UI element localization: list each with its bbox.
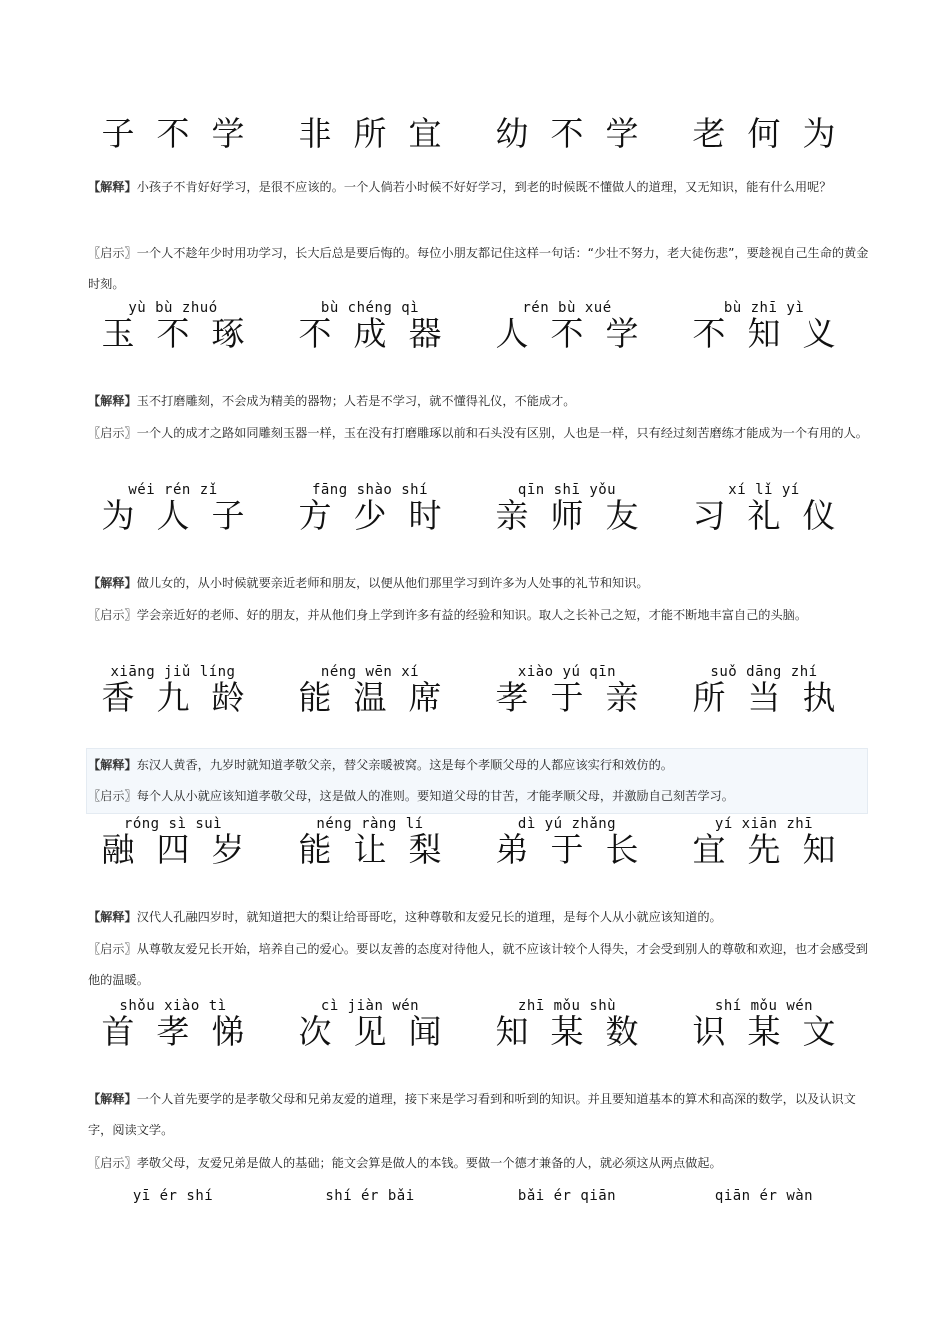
insight-label: 〖启示〗	[88, 942, 137, 956]
hanzi-char: 龄	[211, 678, 245, 717]
hanzi-char: 悌	[211, 1012, 245, 1051]
hanzi-char: 宜	[692, 830, 726, 869]
hanzi-char: 子	[211, 496, 245, 535]
insight-paragraph	[88, 600, 870, 631]
hanzi-char: 知	[747, 314, 781, 353]
hanzi-char: 数	[605, 1012, 639, 1051]
hanzi-char: 不	[156, 114, 190, 153]
hanzi-char: 学	[605, 314, 639, 353]
hanzi-char: 琢	[211, 314, 245, 353]
hanzi-char: 不	[550, 314, 584, 353]
insight-label: 〖启示〗	[88, 789, 137, 803]
hanzi-char: 次	[298, 1012, 332, 1051]
verse-phrase	[494, 100, 640, 152]
verse-row	[100, 300, 860, 352]
verse-phrase	[691, 482, 837, 534]
insight-label: 〖启示〗	[88, 426, 137, 440]
hanzi-line	[297, 496, 443, 536]
hanzi-char: 方	[298, 496, 332, 535]
insight-label: 〖启示〗	[88, 1156, 137, 1170]
hanzi-char: 人	[495, 314, 529, 353]
verse-phrase	[100, 482, 246, 534]
hanzi-line	[691, 830, 837, 870]
hanzi-char: 师	[550, 496, 584, 535]
verse-phrase	[100, 300, 246, 352]
hanzi-char: 弟	[495, 830, 529, 869]
hanzi-char: 义	[802, 314, 836, 353]
hanzi-char: 宜	[408, 114, 442, 153]
pinyin-text: fāng shào shí	[311, 482, 429, 498]
hanzi-line	[100, 1012, 246, 1052]
pinyin-text: suǒ dāng zhí	[710, 664, 818, 680]
hanzi-line	[100, 314, 246, 354]
explanation-text: 做儿女的，从小时候就要亲近老师和朋友，以便从他们那里学习到许多为人处事的礼节和知识。	[136, 576, 649, 590]
hanzi-line	[297, 314, 443, 354]
explanation-label: 【解释】	[88, 394, 137, 408]
insight-label: 〖启示〗	[88, 608, 137, 622]
hanzi-char: 子	[101, 114, 135, 153]
hanzi-char: 席	[408, 678, 442, 717]
hanzi-char: 首	[101, 1012, 135, 1051]
explanation-label: 【解释】	[88, 910, 137, 924]
hanzi-line	[691, 1012, 837, 1052]
hanzi-char: 闻	[408, 1012, 442, 1051]
insight-paragraph	[88, 418, 870, 449]
pinyin-text: róng sì suì	[123, 816, 223, 832]
hanzi-char: 亲	[495, 496, 529, 535]
hanzi-line	[100, 114, 246, 154]
hanzi-char: 于	[550, 830, 584, 869]
verse-phrase	[100, 664, 246, 716]
hanzi-line	[691, 496, 837, 536]
verse-phrase	[297, 998, 443, 1050]
verse-phrase	[691, 100, 837, 152]
hanzi-char: 九	[156, 678, 190, 717]
insight-text: 从尊敬友爱兄长开始，培养自己的爱心。要以友善的态度对待他人，就不应该计较个人得失，才会受到别人的尊敬和欢迎，也才会感受到他的温暖。	[88, 942, 868, 987]
hanzi-char: 温	[353, 678, 387, 717]
insight-text: 一个人不趁年少时用功学习，长大后总是要后悔的。每位小朋友都记住这样一句话：“少壮不努力，老大徒伤悲”，要趁视自己生命的黄金时刻。	[88, 246, 869, 291]
pinyin-text: yī ér shí	[132, 1188, 214, 1204]
explanation-text: 汉代人孔融四岁时，就知道把大的梨让给哥哥吃，这种尊敬和友爱兄长的道理，是每个人从小就应该知道的。	[136, 910, 722, 924]
hanzi-char: 为	[101, 496, 135, 535]
pinyin-text: wéi rén zǐ	[128, 482, 218, 498]
hanzi-char: 香	[101, 678, 135, 717]
hanzi-line	[494, 496, 640, 536]
insight-paragraph	[88, 238, 870, 300]
pinyin-text: rén bù xué	[522, 300, 612, 316]
verse-phrase	[297, 816, 443, 868]
pinyin-text: shí ér bǎi	[325, 1188, 415, 1204]
hanzi-char: 何	[747, 114, 781, 153]
hanzi-line	[494, 678, 640, 718]
insight-text: 一个人的成才之路如同雕刻玉器一样，玉在没有打磨雕琢以前和石头没有区别，人也是一样，只有经过刻苦磨练才能成为一个有用的人。	[136, 426, 868, 440]
insight-paragraph	[88, 1148, 870, 1179]
verse-row	[100, 664, 860, 716]
hanzi-line	[297, 830, 443, 870]
explanation-label: 【解释】	[88, 180, 137, 194]
verse-phrase	[100, 998, 246, 1050]
hanzi-char: 器	[408, 314, 442, 353]
hanzi-line	[297, 1012, 443, 1052]
pinyin-text: shí mǒu wén	[714, 998, 814, 1014]
hanzi-line	[100, 678, 246, 718]
insight-paragraph	[88, 934, 870, 996]
hanzi-char: 长	[605, 830, 639, 869]
explanation-text: 东汉人黄香，九岁时就知道孝敬父亲，替父亲暖被窝。这是每个孝顺父母的人都应该实行和效仿的。	[136, 758, 673, 772]
hanzi-char: 执	[802, 678, 836, 717]
insight-text: 学会亲近好的老师、好的朋友，并从他们身上学到许多有益的经验和知识。取人之长补己之短，才能不断地丰富自己的头脑。	[136, 608, 808, 622]
hanzi-char: 知	[802, 830, 836, 869]
verse-phrase	[691, 664, 837, 716]
explanation-label: 【解释】	[88, 576, 137, 590]
hanzi-line	[100, 496, 246, 536]
hanzi-line	[691, 314, 837, 354]
explanation-paragraph	[88, 568, 870, 599]
hanzi-line	[494, 114, 640, 154]
hanzi-char: 融	[101, 830, 135, 869]
verse-phrase	[297, 300, 443, 352]
verse-phrase	[494, 816, 640, 868]
hanzi-line	[297, 678, 443, 718]
explanation-text: 玉不打磨雕刻，不会成为精美的器物；人若是不学习，就不懂得礼仪，不能成才。	[136, 394, 576, 408]
verse-phrase	[691, 300, 837, 352]
hanzi-line	[494, 1012, 640, 1052]
pinyin-text: shǒu xiào tì	[119, 998, 227, 1014]
hanzi-char: 识	[692, 1012, 726, 1051]
explanation-paragraph	[88, 750, 870, 781]
verse-phrase	[100, 100, 246, 152]
pinyin-text: yù bù zhuó	[128, 300, 218, 316]
hanzi-char: 成	[353, 314, 387, 353]
pinyin-text: néng wēn xí	[320, 664, 420, 680]
explanation-paragraph	[88, 1084, 870, 1146]
pinyin-text: bù zhī yì	[723, 300, 805, 316]
pinyin-text: dì yú zhǎng	[517, 816, 617, 832]
hanzi-char: 不	[550, 114, 584, 153]
hanzi-char: 学	[211, 114, 245, 153]
hanzi-char: 不	[692, 314, 726, 353]
verse-phrase	[297, 482, 443, 534]
hanzi-char: 四	[156, 830, 190, 869]
insight-text: 孝敬父母，友爱兄弟是做人的基础；能文会算是做人的本钱。要做一个德才兼备的人，就必须这从两点做起。	[136, 1156, 722, 1170]
hanzi-char: 孝	[495, 678, 529, 717]
hanzi-char: 当	[747, 678, 781, 717]
verse-phrase	[297, 100, 443, 152]
pinyin-text: qīn shī yǒu	[517, 482, 617, 498]
hanzi-line	[494, 830, 640, 870]
hanzi-char: 先	[747, 830, 781, 869]
hanzi-char: 仪	[802, 496, 836, 535]
insight-paragraph	[88, 781, 870, 812]
hanzi-char: 玉	[101, 314, 135, 353]
hanzi-line	[691, 114, 837, 154]
hanzi-char: 不	[298, 314, 332, 353]
verse-phrase	[494, 300, 640, 352]
hanzi-char: 非	[298, 114, 332, 153]
hanzi-char: 习	[692, 496, 726, 535]
hanzi-char: 礼	[747, 496, 781, 535]
trailing-pinyin-row	[100, 1188, 860, 1206]
hanzi-line	[100, 830, 246, 870]
verse-phrase	[297, 664, 443, 716]
verse-row	[100, 100, 860, 152]
hanzi-char: 幼	[495, 114, 529, 153]
hanzi-char: 能	[298, 830, 332, 869]
hanzi-char: 岁	[211, 830, 245, 869]
hanzi-char: 孝	[156, 1012, 190, 1051]
explanation-paragraph	[88, 386, 870, 417]
verse-phrase	[691, 998, 837, 1050]
explanation-label: 【解释】	[88, 1092, 137, 1106]
hanzi-char: 所	[353, 114, 387, 153]
hanzi-char: 某	[550, 1012, 584, 1051]
explanation-label: 【解释】	[88, 758, 137, 772]
verse-phrase	[691, 816, 837, 868]
hanzi-char: 不	[156, 314, 190, 353]
hanzi-char: 亲	[605, 678, 639, 717]
hanzi-line	[691, 678, 837, 718]
hanzi-char: 见	[353, 1012, 387, 1051]
insight-text: 每个人从小就应该知道孝敬父母，这是做人的准则。要知道父母的甘苦，才能孝顺父母，并激励自己刻苦学习。	[136, 789, 734, 803]
pinyin-text: zhī mǒu shù	[517, 998, 617, 1014]
pinyin-text: bù chéng qì	[320, 300, 420, 316]
hanzi-char: 人	[156, 496, 190, 535]
pinyin-text: cì jiàn wén	[320, 998, 420, 1014]
pinyin-text: qiān ér wàn	[714, 1188, 814, 1204]
verse-row	[100, 816, 860, 868]
hanzi-char: 文	[802, 1012, 836, 1051]
hanzi-char: 老	[692, 114, 726, 153]
hanzi-char: 所	[692, 678, 726, 717]
hanzi-char: 于	[550, 678, 584, 717]
verse-row	[100, 482, 860, 534]
insight-label: 〖启示〗	[88, 246, 137, 260]
hanzi-char: 能	[298, 678, 332, 717]
hanzi-char: 梨	[408, 830, 442, 869]
hanzi-char: 学	[605, 114, 639, 153]
pinyin-text: néng ràng lí	[316, 816, 424, 832]
pinyin-text: xiāng jiǔ líng	[110, 664, 236, 680]
verse-row	[100, 998, 860, 1050]
hanzi-line	[297, 114, 443, 154]
hanzi-char: 友	[605, 496, 639, 535]
hanzi-char: 为	[802, 114, 836, 153]
explanation-text: 一个人首先要学的是孝敬父母和兄弟友爱的道理，接下来是学习看到和听到的知识。并且要知道基本的算术和高深的数学，以及认识文字，阅读文学。	[88, 1092, 856, 1137]
hanzi-char: 知	[495, 1012, 529, 1051]
hanzi-char: 让	[353, 830, 387, 869]
pinyin-text: xiào yú qīn	[517, 664, 617, 680]
verse-phrase	[100, 816, 246, 868]
hanzi-line	[494, 314, 640, 354]
hanzi-char: 时	[408, 496, 442, 535]
explanation-paragraph	[88, 172, 870, 203]
pinyin-text: xí lǐ yí	[728, 482, 800, 498]
verse-phrase	[494, 998, 640, 1050]
verse-phrase	[494, 482, 640, 534]
explanation-text: 小孩子不肯好好学习，是很不应该的。一个人倘若小时候不好好学习，到老的时候既不懂做人的道理，又无知识，能有什么用呢？	[136, 180, 832, 194]
hanzi-char: 少	[353, 496, 387, 535]
pinyin-text: yí xiān zhī	[714, 816, 814, 832]
hanzi-char: 某	[747, 1012, 781, 1051]
pinyin-text: bǎi ér qiān	[517, 1188, 617, 1204]
explanation-paragraph	[88, 902, 870, 933]
verse-phrase	[494, 664, 640, 716]
